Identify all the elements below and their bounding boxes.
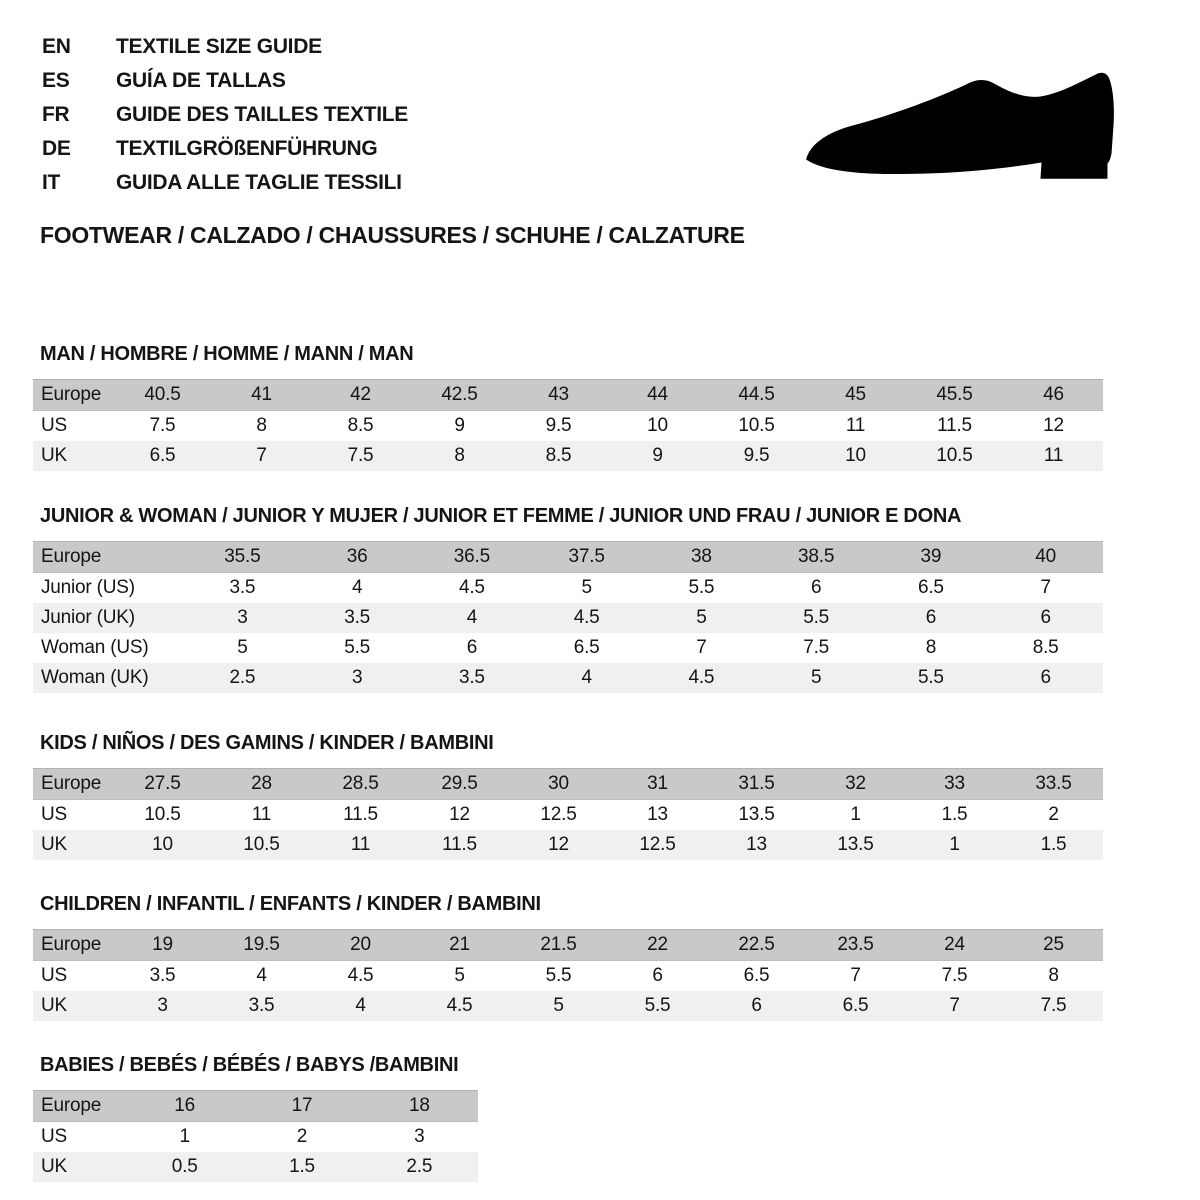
size-cell: 24 [905,930,1004,961]
language-title: TEXTILE SIZE GUIDE [116,35,322,58]
size-cell: 42 [311,380,410,411]
language-code: DE [42,137,71,160]
language-row [42,30,408,64]
row-label: US [41,415,67,436]
size-cell: 43 [509,380,608,411]
size-cell: 6 [810,577,822,598]
size-cell: 9 [454,415,465,436]
size-cell: 8.5 [1032,637,1059,658]
size-cell: 5 [454,965,465,986]
size-cell: 10.5 [212,830,311,860]
size-cell: 5.5 [608,991,707,1021]
row-label: Europe [33,380,113,411]
size-cell: 5 [644,603,759,633]
size-cell: 19 [113,930,212,961]
size-cell: 7 [696,637,707,658]
language-code: IT [42,171,61,194]
size-cell: 7 [212,441,311,471]
row-label: US [41,804,67,825]
size-cell: 13 [647,804,668,825]
size-cell: 4.5 [458,577,485,598]
size-cell: 4 [415,603,530,633]
size-cell: 6 [652,965,663,986]
size-cell: 7.5 [803,637,830,658]
row-label: US [41,1126,67,1147]
size-cell: 6.5 [917,577,944,598]
size-cell: 39 [874,542,989,573]
size-cell: 10.5 [738,415,775,436]
table-row [33,380,1103,411]
category-heading: FOOTWEAR / CALZADO / CHAUSSURES / SCHUHE / CALZATURE [40,222,745,248]
size-cell: 5 [237,637,248,658]
language-row [42,98,408,132]
size-cell: 11.5 [343,804,378,825]
table-row [33,1152,478,1182]
size-cell: 0.5 [126,1152,243,1182]
size-cell: 40 [988,542,1103,573]
size-cell: 4.5 [644,663,759,693]
size-cell: 2 [1048,804,1059,825]
size-cell: 13.5 [806,830,905,860]
language-row [42,132,408,166]
size-cell: 1.5 [941,804,968,825]
size-cell: 8.5 [509,441,608,471]
size-cell: 45.5 [905,380,1004,411]
size-cell: 12.5 [540,804,577,825]
size-cell: 7.5 [1004,991,1103,1021]
size-cell: 7 [905,991,1004,1021]
language-title: TEXTILGRÖßENFÜHRUNG [116,137,378,160]
size-cell: 33 [905,769,1004,800]
language-code: ES [42,69,70,92]
size-cell: 23.5 [806,930,905,961]
size-cell: 11 [1004,441,1103,471]
row-label: Europe [33,1091,126,1122]
size-cell: 31.5 [707,769,806,800]
size-cell: 6 [874,603,989,633]
language-code: FR [42,103,70,126]
size-cell: 5.5 [344,637,371,658]
row-label: US [41,965,67,986]
table-row [33,930,1103,961]
size-cell: 22 [608,930,707,961]
table-title: KIDS / NIÑOS / DES GAMINS / KINDER / BAMBINI [40,732,494,754]
language-row [42,166,408,200]
row-label: UK [33,1152,126,1182]
language-code: EN [42,35,71,58]
size-cell: 7.5 [311,441,410,471]
size-cell: 42.5 [410,380,509,411]
size-cell: 11.5 [410,830,509,860]
size-cell: 7 [850,965,861,986]
row-label: UK [33,441,113,471]
size-cell: 44 [608,380,707,411]
size-cell: 8 [1048,965,1059,986]
language-title: GUIDE DES TAILLES TEXTILE [116,103,408,126]
row-label: Europe [33,542,185,573]
size-cell: 10.5 [144,804,181,825]
size-cell: 4 [311,991,410,1021]
size-cell: 6 [707,991,806,1021]
size-cell: 6 [988,663,1103,693]
size-cell: 5.5 [688,577,715,598]
size-cell: 6.5 [113,441,212,471]
size-cell: 11.5 [937,415,972,436]
size-cell: 32 [806,769,905,800]
size-cell: 9 [608,441,707,471]
row-label: Woman (US) [41,637,149,658]
size-table-section-kids [33,731,1103,860]
size-table-section-man [33,342,1103,471]
row-label: Junior (UK) [33,603,185,633]
row-label: Europe [33,930,113,961]
size-table [33,768,1103,860]
size-cell: 11 [251,804,272,825]
size-cell: 9.5 [545,415,572,436]
size-cell: 9.5 [707,441,806,471]
table-row [33,961,1103,992]
size-cell: 5 [581,577,592,598]
size-cell: 13 [707,830,806,860]
size-cell: 3 [113,991,212,1021]
size-cell: 3 [185,603,300,633]
size-cell: 31 [608,769,707,800]
table-row [33,663,1103,693]
size-cell: 7.5 [941,965,968,986]
size-cell: 40.5 [113,380,212,411]
language-title-list [42,30,408,200]
size-cell: 6.5 [573,637,600,658]
size-cell: 46 [1004,380,1103,411]
size-table-section-babies [33,1053,1103,1182]
size-table [33,379,1103,471]
size-table-section-junior-woman [33,504,1103,693]
table-row [33,573,1103,604]
size-table-sections [33,342,1103,1182]
size-cell: 8 [410,441,509,471]
size-cell: 4 [529,663,644,693]
size-cell: 4 [351,577,363,598]
size-cell: 17 [243,1091,360,1122]
size-cell: 21 [410,930,509,961]
size-cell: 35.5 [185,542,300,573]
size-cell: 10 [806,441,905,471]
size-cell: 5.5 [874,663,989,693]
size-cell: 28 [212,769,311,800]
size-cell: 29.5 [410,769,509,800]
size-cell: 12 [449,804,470,825]
size-cell: 3.5 [149,965,176,986]
size-cell: 10 [113,830,212,860]
size-cell: 19.5 [212,930,311,961]
size-cell: 30 [509,769,608,800]
size-cell: 36.5 [415,542,530,573]
size-cell: 10.5 [905,441,1004,471]
table-row [33,633,1103,663]
size-cell: 1 [179,1126,190,1147]
size-cell: 36 [300,542,415,573]
size-cell: 25 [1004,930,1103,961]
table-row [33,411,1103,442]
size-cell: 10 [647,415,668,436]
size-cell: 8 [925,637,937,658]
table-row [33,800,1103,831]
size-cell: 3 [414,1126,425,1147]
size-cell: 1.5 [243,1152,360,1182]
row-label: Europe [33,769,113,800]
size-cell: 3.5 [300,603,415,633]
table-row [33,1122,478,1153]
size-cell: 27.5 [113,769,212,800]
size-cell: 4.5 [410,991,509,1021]
size-cell: 8 [256,415,267,436]
size-cell: 38.5 [759,542,874,573]
table-row [33,830,1103,860]
size-cell: 4.5 [347,965,374,986]
size-cell: 12.5 [608,830,707,860]
size-cell: 38 [644,542,759,573]
size-cell: 6.5 [806,991,905,1021]
size-cell: 1.5 [1004,830,1103,860]
size-cell: 5 [759,663,874,693]
table-row [33,603,1103,633]
size-cell: 12 [1043,415,1064,436]
size-table-section-children [33,892,1103,1021]
shoe-silhouette-icon [800,70,1145,188]
table-row [33,441,1103,471]
size-cell: 41 [212,380,311,411]
table-title: BABIES / BEBÉS / BÉBÉS / BABYS /BAMBINI [40,1054,459,1076]
size-cell: 18 [361,1091,478,1122]
size-cell: 4.5 [529,603,644,633]
table-title: JUNIOR & WOMAN / JUNIOR Y MUJER / JUNIOR ET FEMME / JUNIOR UND FRAU / JUNIOR E DONA [40,505,962,527]
row-label: UK [33,830,113,860]
size-cell: 16 [126,1091,243,1122]
size-cell: 6 [466,637,478,658]
table-row [33,542,1103,573]
size-cell: 37.5 [529,542,644,573]
size-cell: 3 [300,663,415,693]
size-cell: 20 [311,930,410,961]
language-title: GUIDA ALLE TAGLIE TESSILI [116,171,402,194]
size-cell: 5.5 [545,965,572,986]
size-table [33,541,1103,693]
size-cell: 33.5 [1004,769,1103,800]
size-cell: 5 [509,991,608,1021]
size-cell: 7.5 [149,415,176,436]
size-cell: 5.5 [759,603,874,633]
size-table [33,929,1103,1021]
size-cell: 44.5 [707,380,806,411]
size-cell: 3.5 [415,663,530,693]
size-cell: 2.5 [361,1152,478,1182]
size-cell: 8.5 [347,415,374,436]
row-label: Junior (US) [41,577,135,598]
size-cell: 3.5 [229,577,256,598]
table-row [33,769,1103,800]
size-cell: 12 [509,830,608,860]
size-cell: 21.5 [509,930,608,961]
table-title: MAN / HOMBRE / HOMME / MANN / MAN [40,343,414,365]
size-cell: 6 [988,603,1103,633]
language-row [42,64,408,98]
size-cell: 11 [845,415,866,436]
row-label: UK [33,991,113,1021]
size-cell: 7 [1040,577,1051,598]
language-title: GUÍA DE TALLAS [116,69,286,92]
size-cell: 3.5 [212,991,311,1021]
size-cell: 1 [850,804,861,825]
size-table [33,1090,478,1182]
size-cell: 28.5 [311,769,410,800]
size-cell: 1 [905,830,1004,860]
size-cell: 6.5 [743,965,770,986]
size-cell: 45 [806,380,905,411]
size-cell: 22.5 [707,930,806,961]
table-title: CHILDREN / INFANTIL / ENFANTS / KINDER / BAMBINI [40,893,541,915]
size-cell: 4 [256,965,267,986]
table-row [33,1091,478,1122]
size-cell: 11 [311,830,410,860]
size-cell: 2.5 [185,663,300,693]
size-cell: 2 [296,1126,308,1147]
row-label: Woman (UK) [33,663,185,693]
table-row [33,991,1103,1021]
size-cell: 13.5 [738,804,775,825]
